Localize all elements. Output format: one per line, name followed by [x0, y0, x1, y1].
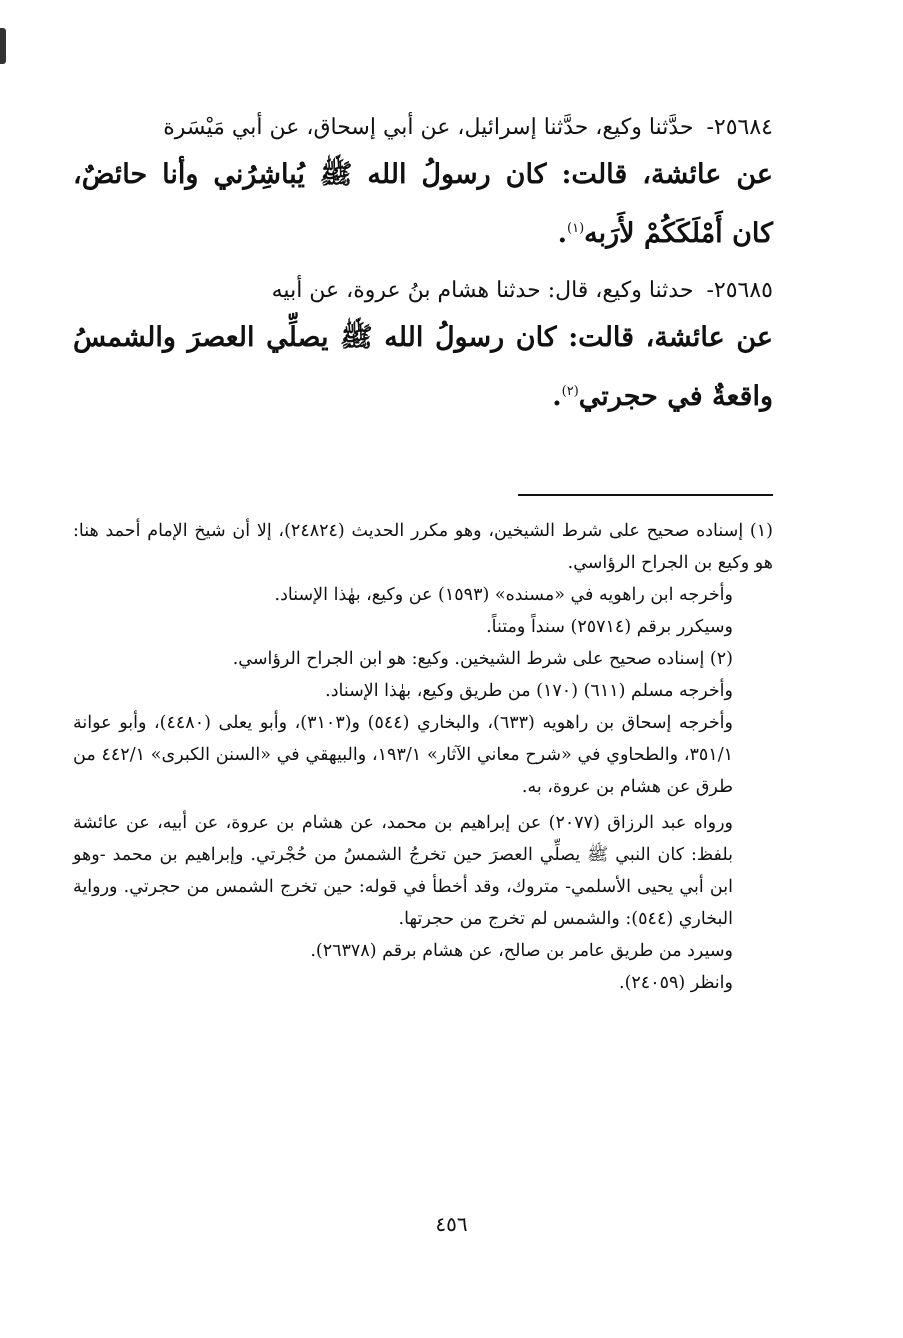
footnote-2-abdulrazzaq: ورواه عبد الرزاق (٢٠٧٧) عن إبراهيم بن محمد، عن هشام بن عروة، عن أبيه، عن عائشة بلفظ: كان النبي ﷺ يصلِّي العصرَ حين تخرجُ الشمسُ من حُجْرتي. وإبراهيم بن محمد -وهو ابن أبي يحيى الأسلمي- متروك، وقد أخطأ في قوله: حين تخرج الشمس من حجرتي. ورواية البخاري (٥٤٤): والشمس لم تخرج من حجرتها. — [73, 813, 733, 929]
footnote-2-cross-ref: وسيرد من طريق عامر بن صالح، عن هشام برقم (٢٦٣٧٨). — [310, 941, 733, 961]
footnote-2-see-also: وانظر (٢٤٠٥٩). — [619, 973, 733, 993]
isnad-text: حدَّثنا وكيع، حدَّثنا إسرائيل، عن أبي إسحاق، عن أبي مَيْسَرة — [163, 115, 694, 140]
footnote-ref-2[interactable]: (٢) — [561, 384, 579, 399]
hadith-isnad — [73, 271, 773, 311]
footnote-2-main: (٢) إسناده صحيح على شرط الشيخين. وكيع: هو ابن الجراح الرؤاسي. — [232, 649, 733, 669]
isnad-text: حدثنا وكيع، قال: حدثنا هشام بنُ عروة، عن أبيه — [271, 278, 694, 303]
footnote-2-muslim: وأخرجه مسلم (٦١١) (١٧٠) من طريق وكيع، بهٰذا الإسناد. — [325, 681, 733, 701]
footnote-ref-1[interactable]: (١) — [567, 221, 585, 236]
main-text — [73, 108, 773, 424]
hadith-isnad — [73, 108, 773, 148]
matn-end: . — [552, 381, 562, 412]
footnotes — [73, 515, 773, 999]
scan-edge-mark — [0, 28, 6, 64]
footnote-1-repeat: وسيكرر برقم (٢٥٧١٤) سنداً ومتناً. — [486, 617, 733, 637]
matn-end: . — [557, 218, 568, 249]
hadith-number: ٢٥٦٨٤- — [706, 115, 773, 140]
footnote-divider — [518, 494, 773, 496]
hadith-matn — [73, 148, 773, 261]
matn-text: عن عائشة، قالت: كان رسولُ الله ﷺ يصلِّي العصرَ والشمسُ واقعةٌ في حجرتي — [73, 322, 773, 412]
hadith-matn — [73, 311, 773, 424]
matn-text: عن عائشة، قالت: كان رسولُ الله ﷺ يُباشِرُني وأنا حائضٌ، كان أَمْلَكَكُمْ لأَرَبه — [73, 159, 773, 249]
footnote-1-takhrij: وأخرجه ابن راهويه في «مسنده» (١٥٩٣) عن وكيع، بهٰذا الإسناد. — [274, 585, 733, 605]
footnote-2-takhrij: وأخرجه إسحاق بن راهويه (٦٣٣)، والبخاري (٥٤٤) و(٣١٠٣)، وأبو يعلى (٤٤٨٠)، وأبو عوانة ٣٥١/١، والطحاوي في «شرح معاني الآثار» ١٩٣/١، والبيهقي في «السنن الكبرى» ٤٤٢/١ من طرق عن هشام بن عروة، به. — [73, 713, 733, 797]
page-number: ٤٥٦ — [435, 1212, 468, 1236]
hadith-number: ٢٥٦٨٥- — [706, 278, 773, 303]
footnote-1-main: (١) إسناده صحيح على شرط الشيخين، وهو مكرر الحديث (٢٤٨٢٤)، إلا أن شيخ الإمام أحمد هنا: هو وكيع بن الجراح الرؤاسي. — [73, 521, 773, 573]
hadith-25685 — [73, 271, 773, 424]
hadith-25684 — [73, 108, 773, 261]
